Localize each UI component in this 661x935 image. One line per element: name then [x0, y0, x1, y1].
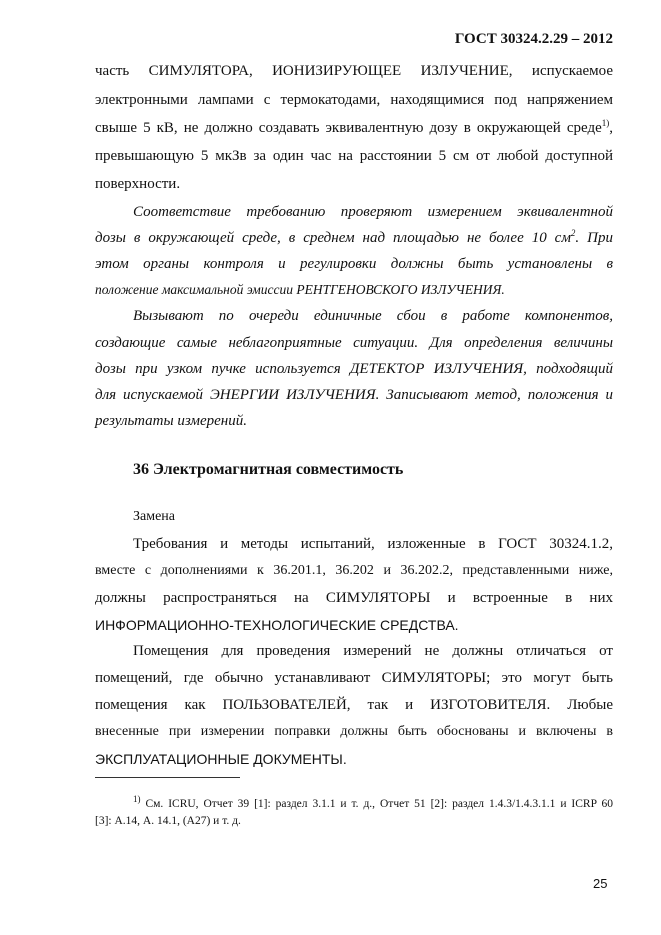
paragraph-5-line-4: внесенные при измерении поправки должны быть обоснованы и включены в [95, 724, 613, 739]
footnote-mark: 1) [133, 794, 141, 805]
paragraph-5-line-1: Помещения для проведения измерений не должны отличаться от [133, 643, 613, 659]
footnote-separator [95, 777, 240, 778]
footnote-text: См. ICRU, Отчет 39 [1]: раздел 3.1.1 и т. д., Отчет 51 [2]: раздел 1.4.3/1.4.3.1.1 и ICRP 60 [145, 798, 613, 810]
footnote-reference: 1) [601, 118, 610, 128]
paragraph-1-line-1: часть СИМУЛЯТОРА, ИОНИЗИРУЮЩЕЕ ИЗЛУЧЕНИЕ, испускаемое [95, 63, 613, 79]
page-number: 25 [593, 876, 608, 891]
paragraph-2-line-1: Соответствие требованию проверяют измерением эквивалентной [133, 204, 613, 220]
paragraph-3-line-4: для испускаемой ЭНЕРГИИ ИЗЛУЧЕНИЯ. Записывают метод, положения и [95, 387, 613, 403]
footnote-line-2: [3]: А.14, А. 14.1, (А27) и т. д. [95, 815, 241, 827]
paragraph-1-line-3 [95, 120, 613, 137]
paragraph-1-line-3-text: свыше 5 кВ, не должно создавать эквивалентную дозу в окружающей среде [95, 120, 602, 136]
replacement-label: Замена [133, 509, 176, 524]
paragraph-4-line-4: ИНФОРМАЦИОННО-ТЕХНОЛОГИЧЕСКИЕ СРЕДСТВА. [95, 617, 459, 633]
paragraph-1-line-3-end: , [609, 120, 613, 136]
footnote-line-1 [133, 794, 613, 810]
paragraph-2-line-2-end: . При [575, 230, 613, 246]
paragraph-4-line-3: должны распространяться на СИМУЛЯТОРЫ и встроенные в них [95, 590, 613, 606]
paragraph-3-line-1: Вызывают по очереди единичные сбои в работе компонентов, [133, 308, 613, 324]
paragraph-4-line-2: вместе с дополнениями к 36.201.1, 36.202 и 36.202.2, представленными ниже, [95, 563, 613, 578]
paragraph-3-line-5: результаты измерений. [95, 413, 247, 429]
paragraph-1-line-5: поверхности. [95, 176, 181, 192]
paragraph-1-line-4: превышающую 5 мкЗв за один час на расстоянии 5 см от любой доступной [95, 148, 613, 164]
paragraph-2-line-3: этом органы контроля и регулировки должны быть установлены в [95, 256, 613, 272]
paragraph-2-line-2-text: дозы в окружающей среде, в среднем над площадью не более 10 см [95, 230, 571, 246]
paragraph-1-line-2: электронными лампами с термокатодами, находящимися под напряжением [95, 92, 613, 108]
superscript: 2 [570, 228, 576, 238]
section-heading: 36 Электромагнитная совместимость [133, 461, 404, 478]
paragraph-5-line-2: помещений, где обычно устанавливают СИМУЛЯТОРЫ; это могут быть [95, 670, 613, 686]
paragraph-2-line-4: положение максимальной эмиссии РЕНТГЕНОВСКОГО ИЗЛУЧЕНИЯ. [95, 282, 505, 297]
paragraph-5-line-3: помещения как ПОЛЬЗОВАТЕЛЕЙ, так и ИЗГОТОВИТЕЛЯ. Любые [95, 697, 613, 713]
paragraph-5-line-5: ЭКСПЛУАТАЦИОННЫЕ ДОКУМЕНТЫ. [95, 751, 347, 767]
paragraph-3-line-2: создающие самые неблагоприятные ситуации. Для определения величины [95, 335, 613, 351]
paragraph-3-line-3: дозы при узком пучке используется ДЕТЕКТОР ИЗЛУЧЕНИЯ, подходящий [95, 361, 613, 377]
paragraph-2-line-2 [95, 230, 613, 247]
document-header: ГОСТ 30324.2.29 – 2012 [454, 31, 613, 47]
paragraph-4-line-1: Требования и методы испытаний, изложенные в ГОСТ 30324.1.2, [133, 536, 613, 552]
